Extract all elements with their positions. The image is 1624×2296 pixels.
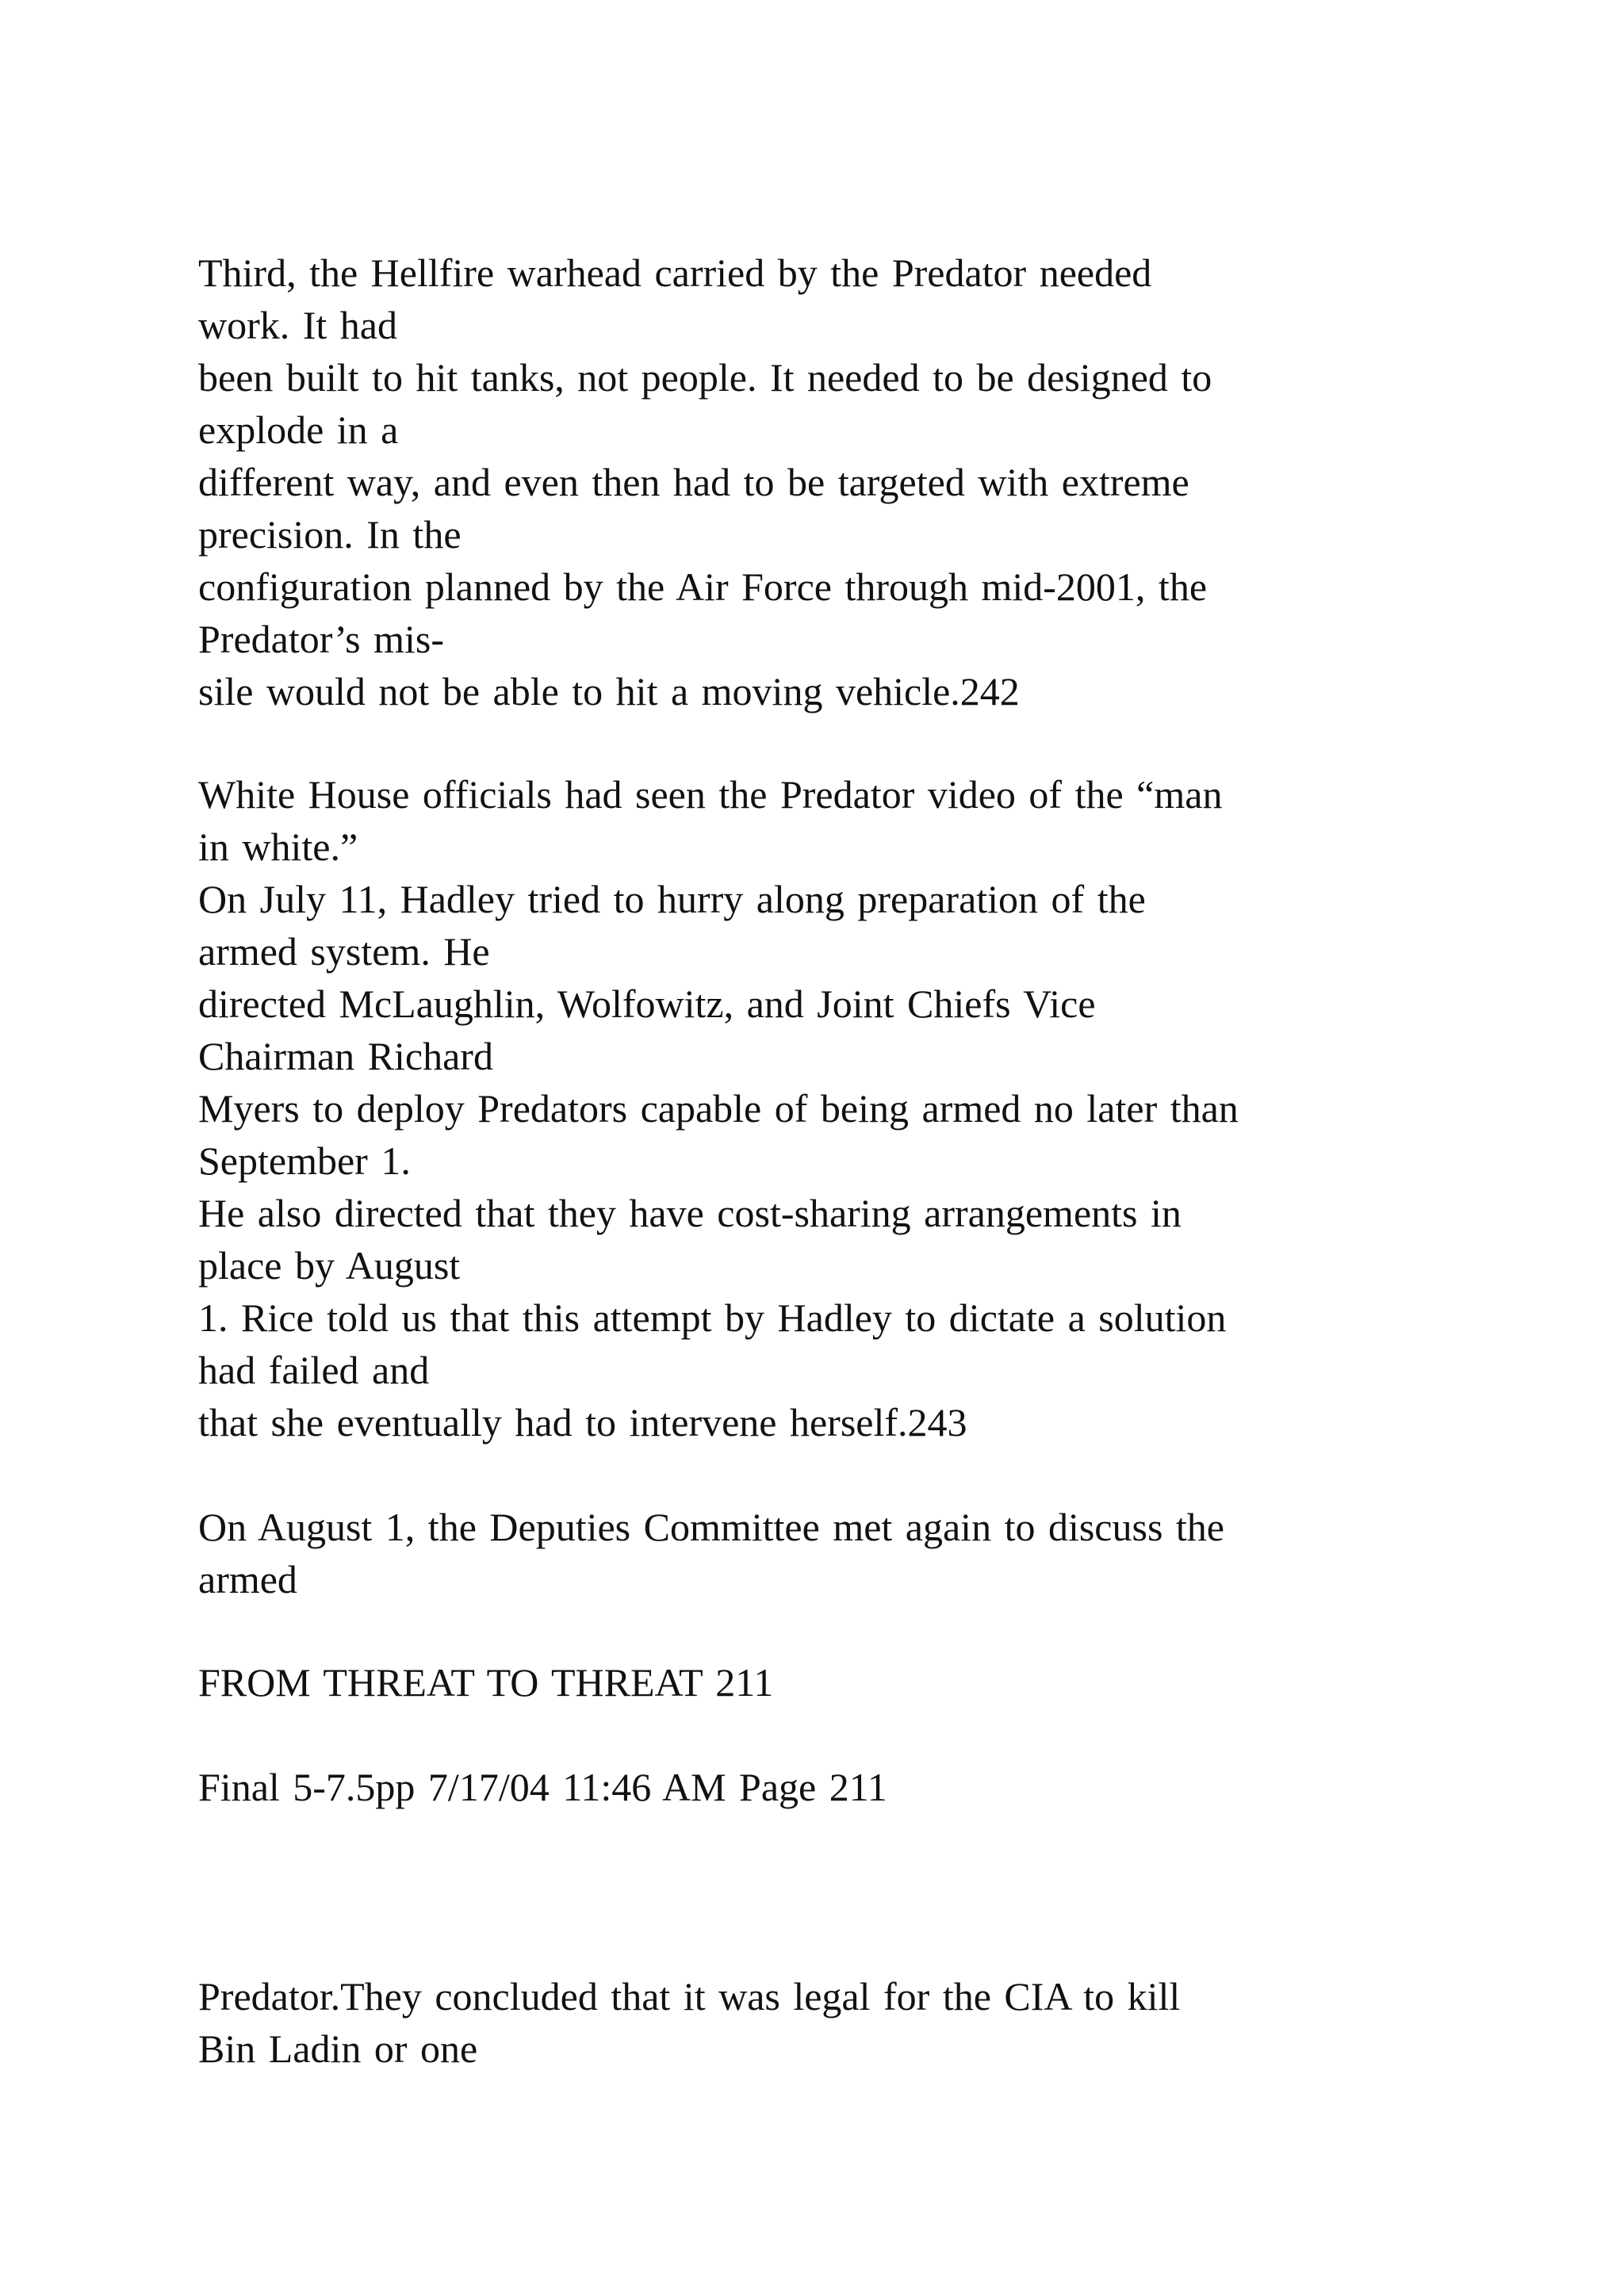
text-line: been built to hit tanks, not people. It needed to be designed to bbox=[198, 355, 1212, 400]
text-line: Predator.They concluded that it was legal for the CIA to kill bbox=[198, 1974, 1181, 2019]
text-line: work. It had bbox=[198, 303, 397, 347]
text-line: Bin Ladin or one bbox=[198, 2026, 478, 2071]
text-line: 1. Rice told us that this attempt by Hadley to dictate a solution bbox=[198, 1295, 1227, 1340]
text-line: in white.” bbox=[198, 825, 358, 869]
text-line: On July 11, Hadley tried to hurry along preparation of the bbox=[198, 877, 1146, 921]
text-line: September 1. bbox=[198, 1138, 411, 1183]
text-line: precision. In the bbox=[198, 512, 462, 557]
text-line: armed system. He bbox=[198, 929, 490, 974]
text-line: Chairman Richard bbox=[198, 1034, 493, 1078]
running-footer: FROM THREAT TO THREAT 211 bbox=[198, 1660, 774, 1705]
text-line: directed McLaughlin, Wolfowitz, and Joint Chiefs Vice bbox=[198, 982, 1096, 1026]
text-line: had failed and bbox=[198, 1348, 430, 1392]
text-line: On August 1, the Deputies Committee met again to discuss the bbox=[198, 1505, 1225, 1549]
text-line: sile would not be able to hit a moving vehicle.242 bbox=[198, 669, 1020, 714]
text-line: different way, and even then had to be targeted with extreme bbox=[198, 460, 1189, 504]
text-line: Myers to deploy Predators capable of being armed no later than bbox=[198, 1086, 1239, 1131]
text-line: White House officials had seen the Predator video of the “man bbox=[198, 772, 1223, 817]
text-line: that she eventually had to intervene herself.243 bbox=[198, 1400, 967, 1445]
text-line: place by August bbox=[198, 1243, 461, 1288]
text-line: He also directed that they have cost-sharing arrangements in bbox=[198, 1191, 1182, 1235]
text-line: explode in a bbox=[198, 408, 399, 452]
text-line: configuration planned by the Air Force through mid-2001, the bbox=[198, 564, 1208, 609]
page-slug: Final 5-7.5pp 7/17/04 11:46 AM Page 211 bbox=[198, 1765, 887, 1809]
text-line: Third, the Hellfire warhead carried by the Predator needed bbox=[198, 251, 1152, 295]
text-line: armed bbox=[198, 1557, 297, 1601]
text-line: Predator’s mis- bbox=[198, 617, 444, 661]
